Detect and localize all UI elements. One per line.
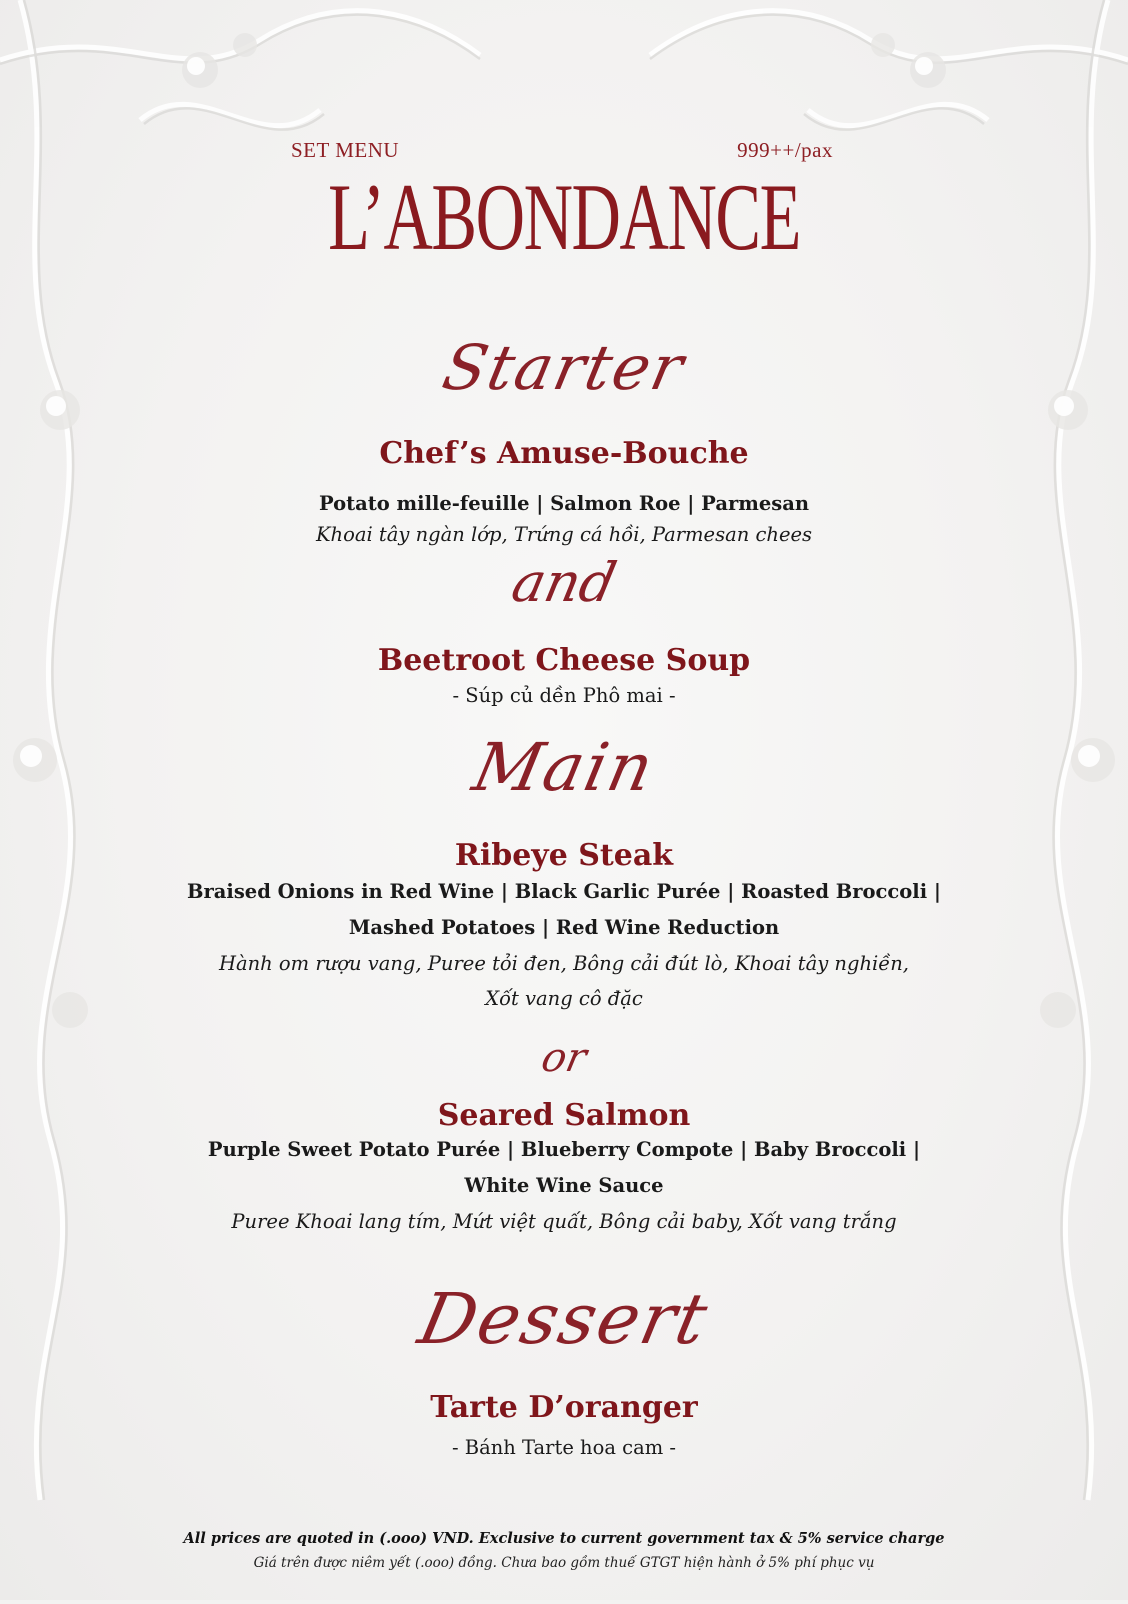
dish-description-ribeye-line2: Mashed Potatoes | Red Wine Reduction [348, 916, 780, 939]
dish-vietnamese-tarte: - Bánh Tarte hoa cam - [451, 1436, 677, 1459]
brand-title: L’ABONDANCE [328, 164, 800, 270]
dish-vietnamese-amuse-bouche: Khoai tây ngàn lớp, Trứng cá hồi, Parmesan chees [315, 523, 813, 546]
dish-description-amuse-bouche: Potato mille-feuille | Salmon Roe | Parmesan [318, 492, 810, 515]
section-heading-starter: Starter [436, 331, 692, 404]
joiner-or: or [537, 1035, 591, 1081]
dish-vietnamese-beetroot-soup: - Súp củ dền Phô mai - [452, 684, 676, 707]
footer-vietnamese-note: Giá trên được niêm yết (.ooo) đồng. Chưa bao gồm thuế GTGT hiện hành ở 5% phí phục vụ [253, 1555, 875, 1571]
dish-description-salmon-line2: White Wine Sauce [464, 1174, 664, 1197]
dish-vietnamese-salmon: Puree Khoai lang tím, Mứt việt quất, Bông cải baby, Xốt vang trắng [231, 1210, 897, 1233]
footer-english-note: All prices are quoted in (.ooo) VND. Exclusive to current government tax & 5% service charge [183, 1530, 945, 1547]
dish-vietnamese-ribeye-line2: Xốt vang cô đặc [485, 987, 643, 1010]
section-heading-main: Main [466, 729, 662, 806]
dish-title-beetroot-soup: Beetroot Cheese Soup [377, 643, 751, 678]
dish-title-seared-salmon: Seared Salmon [437, 1098, 691, 1133]
dish-title-amuse-bouche: Chef’s Amuse-Bouche [379, 436, 749, 471]
dish-description-ribeye-line1: Braised Onions in Red Wine | Black Garlic Purée | Roasted Broccoli | [187, 880, 941, 903]
dish-title-tarte: Tarte D’oranger [430, 1390, 698, 1425]
price-label: 999++/pax [737, 138, 833, 162]
joiner-and: and [506, 551, 622, 614]
section-heading-dessert: Dessert [412, 1278, 716, 1360]
set-menu-label: SET MENU [291, 138, 400, 162]
dish-title-ribeye: Ribeye Steak [454, 838, 674, 873]
dish-vietnamese-ribeye-line1: Hành om rượu vang, Puree tỏi đen, Bông cải đút lò, Khoai tây nghiền, [218, 952, 910, 975]
dish-description-salmon-line1: Purple Sweet Potato Purée | Blueberry Compote | Baby Broccoli | [207, 1138, 921, 1161]
